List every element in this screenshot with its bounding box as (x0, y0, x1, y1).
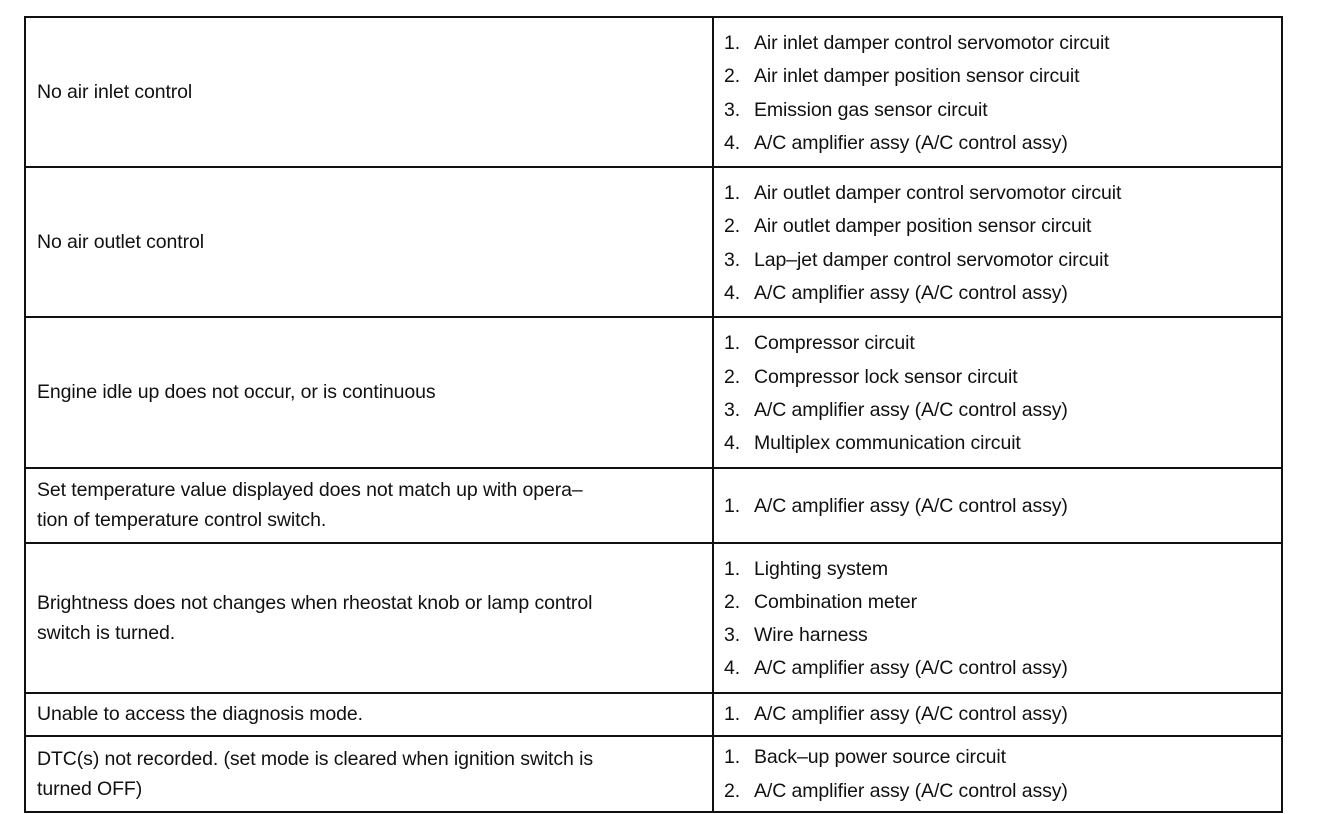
item-text: A/C amplifier assy (A/C control assy) (754, 657, 1068, 680)
table-row (25, 543, 1282, 693)
cause-list (724, 327, 1281, 460)
symptom-cell (25, 468, 713, 543)
list-item (724, 177, 1281, 210)
list-item (724, 244, 1281, 277)
list-item (724, 127, 1281, 160)
item-text: A/C amplifier assy (A/C control assy) (754, 779, 1068, 802)
symptom-line: turned OFF) (37, 777, 143, 800)
list-item (724, 277, 1281, 310)
symptom-line: Brightness does not changes when rheostat knob or lamp control (37, 591, 593, 614)
item-number: 2. (724, 215, 741, 238)
table-row (25, 468, 1282, 543)
item-text: Lap–jet damper control servomotor circuit (754, 248, 1109, 271)
item-text: A/C amplifier assy (A/C control assy) (754, 398, 1068, 421)
list-item (724, 394, 1281, 427)
symptom-text: Unable to access the diagnosis mode. (37, 703, 363, 726)
item-number: 3. (724, 248, 741, 271)
cause-list (724, 553, 1281, 686)
item-number: 1. (724, 494, 741, 517)
item-text: Emission gas sensor circuit (754, 98, 988, 121)
symptom-cell (25, 693, 713, 736)
item-number: 2. (724, 590, 741, 613)
item-number: 1. (724, 746, 741, 769)
table-row (25, 167, 1282, 317)
item-number: 2. (724, 365, 741, 388)
item-number: 1. (724, 32, 741, 54)
item-text: Air outlet damper position sensor circuit (754, 215, 1092, 238)
symptom-cell (25, 736, 713, 812)
list-item (724, 652, 1281, 685)
symptom-line: Set temperature value displayed does not match up with opera– (37, 479, 583, 502)
symptom-line: DTC(s) not recorded. (set mode is cleared when ignition switch is (37, 747, 593, 770)
symptom-line: tion of temperature control switch. (37, 509, 327, 532)
item-text: Multiplex communication circuit (754, 432, 1021, 455)
list-item (724, 94, 1281, 127)
item-text: Wire harness (754, 624, 868, 647)
table-row (25, 17, 1282, 167)
list-item (724, 490, 1281, 523)
table-row (25, 317, 1282, 467)
cause-list (724, 27, 1281, 160)
item-number: 3. (724, 398, 741, 421)
symptom-text: No air inlet control (37, 81, 193, 104)
symptom-text: Engine idle up does not occur, or is continuous (37, 381, 436, 404)
symptom-text: No air outlet control (37, 231, 204, 254)
item-number: 4. (724, 432, 741, 455)
list-item (724, 210, 1281, 243)
list-item (724, 27, 1281, 60)
item-text: Air inlet damper control servomotor circuit (754, 32, 1110, 54)
list-item (724, 60, 1281, 93)
item-text: Compressor lock sensor circuit (754, 365, 1018, 388)
item-number: 1. (724, 557, 741, 580)
item-text: Lighting system (754, 557, 888, 580)
causes-cell (713, 167, 1282, 317)
item-number: 1. (724, 182, 741, 205)
symptom-cell (25, 167, 713, 317)
item-number: 3. (724, 98, 741, 121)
causes-cell (713, 543, 1282, 693)
causes-cell (713, 736, 1282, 812)
causes-cell (713, 17, 1282, 167)
item-number: 2. (724, 65, 741, 88)
item-text: A/C amplifier assy (A/C control assy) (754, 131, 1068, 154)
table-row (25, 736, 1282, 812)
table-row (25, 693, 1282, 736)
list-item (724, 327, 1281, 360)
symptom-cell (25, 317, 713, 467)
item-text: Air outlet damper control servomotor circuit (754, 182, 1122, 205)
item-number: 3. (724, 624, 741, 647)
item-text: Compressor circuit (754, 332, 915, 355)
symptom-cell (25, 17, 713, 167)
causes-cell (713, 317, 1282, 467)
causes-cell (713, 693, 1282, 736)
item-text: Combination meter (754, 590, 918, 613)
item-text: A/C amplifier assy (A/C control assy) (754, 282, 1068, 305)
cause-list (724, 741, 1281, 808)
item-text: Air inlet damper position sensor circuit (754, 65, 1080, 88)
item-number: 1. (724, 332, 741, 355)
cause-list (724, 490, 1281, 523)
item-number: 1. (724, 703, 741, 726)
item-number: 4. (724, 657, 741, 680)
item-text: A/C amplifier assy (A/C control assy) (754, 703, 1068, 726)
cause-list (724, 177, 1281, 310)
item-text: Back–up power source circuit (754, 746, 1006, 769)
cause-list (724, 698, 1281, 731)
item-text: A/C amplifier assy (A/C control assy) (754, 494, 1068, 517)
list-item (724, 698, 1281, 731)
item-number: 4. (724, 131, 741, 154)
list-item (724, 741, 1281, 774)
symptom-table (24, 16, 1283, 813)
symptom-line: switch is turned. (37, 621, 176, 644)
item-number: 2. (724, 779, 741, 802)
list-item (724, 619, 1281, 652)
list-item (724, 586, 1281, 619)
list-item (724, 553, 1281, 586)
causes-cell (713, 468, 1282, 543)
list-item (724, 775, 1281, 808)
list-item (724, 361, 1281, 394)
symptom-cell (25, 543, 713, 693)
item-number: 4. (724, 282, 741, 305)
list-item (724, 427, 1281, 460)
